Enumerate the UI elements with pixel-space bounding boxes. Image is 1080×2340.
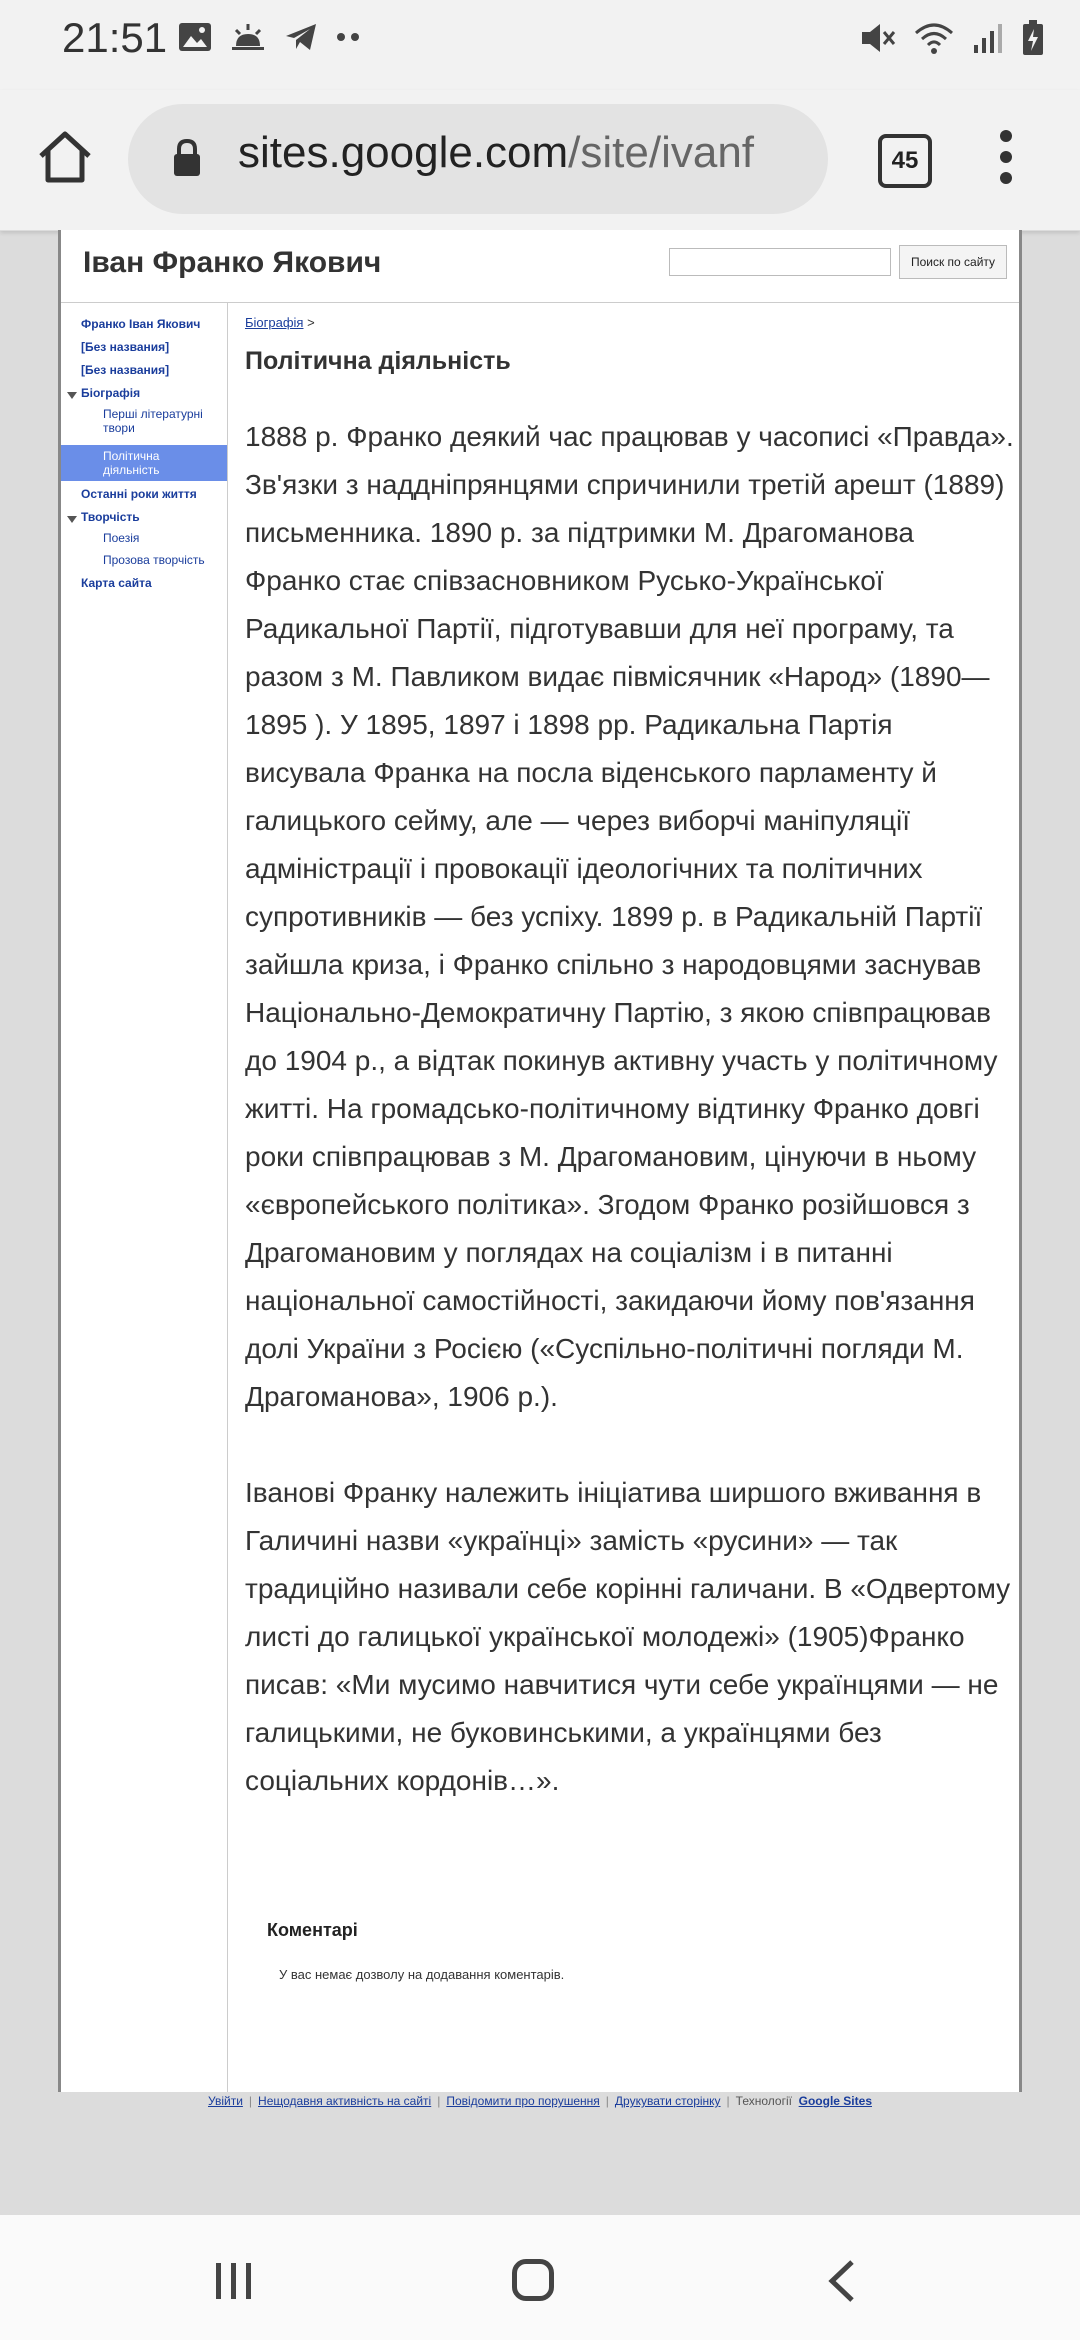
site-title[interactable]: Іван Франко Якович	[83, 246, 382, 279]
paragraph: 1888 р. Франко деякий час працював у часописі «Правда». Зв'язки з наддніпрянцями спричинили третій арешт (1889) письменника. 1890 р. за підтримки М. Драгоманова Франко стає співзасновником Русько-Української Радикальної Партії, підготувавши для неї програму, та разом з М. Павликом видає півмісячник «Народ» (1890—1895 ). У 1895, 1897 і 1898 рр. Радикальна Партія висувала Франка на посла віденського парламенту й галицького сейму, але — через виборчі маніпуляції адміністрації і провокації ідеологічних та політичних супротивників — без успіху. 1899 р. в Радикальній Партії зайшла криза, і Франко спільно з народовцями заснував Національно-Демократичну Партію, з якою співпрацював до 1904 р., а відтак покинув активну участь у політичному житті. На громадсько-політичному відтинку Франко довгі роки співпрацював з М. Драгомановим, цінуючи в ньому «європейського політика». Згодом Франко розійшовся з Драгомановим у поглядах на соціалізм і в питанні національної самостійності, закидаючи йому пов'язання долі України з Росією («Суспільно-політичні погляди М. Драгоманова», 1906 р.).	[245, 421, 1014, 1412]
sidebar-item-franko[interactable]: Франко Іван Якович	[81, 317, 201, 331]
footer-tech-label: Технології	[735, 2094, 792, 2108]
system-nav-bar	[0, 2215, 1080, 2340]
sidebar-item-prose[interactable]: Прозова творчість	[103, 553, 205, 567]
footer-link-sign-in[interactable]: Увійти	[208, 2094, 243, 2108]
sidebar-item-political-activity[interactable]	[103, 449, 159, 477]
site-search-button[interactable]: Поиск по сайту	[899, 245, 1007, 279]
breadcrumb-link-biography[interactable]: Біографія	[245, 315, 304, 330]
sidebar-item-biography[interactable]: Біографія	[81, 386, 141, 400]
footer-link-print-page[interactable]: Друкувати сторінку	[614, 2094, 721, 2108]
footer-separator: |	[605, 2094, 609, 2108]
sidebar-item-sitemap[interactable]: Карта сайта	[81, 576, 152, 590]
tab-switcher-button[interactable]: 45	[878, 134, 932, 188]
url-path: /site/ivanf	[568, 128, 755, 177]
footer-separator: |	[437, 2094, 441, 2108]
url-text	[238, 128, 813, 178]
sidebar-item-political-line2: діяльність	[103, 463, 160, 477]
sidebar-item-untitled-1[interactable]: [Без названия]	[81, 340, 170, 354]
weather-icon	[230, 22, 266, 52]
mute-icon	[860, 21, 896, 55]
site-footer	[0, 2094, 1080, 2108]
breadcrumb	[245, 315, 315, 330]
expand-triangle-icon[interactable]	[67, 392, 77, 399]
breadcrumb-separator: >	[307, 315, 315, 330]
paragraph: Іванові Франку належить ініціатива ширшого вживання в Галичині назви «українці» замість «русини» — так традиційно називали себе корінні галичани. В «Одвертому листі до галицької української молодежі» (1905)Франко писав: «Ми мусимо навчитися чути себе українцями — не галицькими, не буковинськими, а українцями без соціальних кордонів…».	[245, 1477, 1011, 1796]
status-bar	[0, 0, 1080, 90]
comments-permission-note: У вас немає дозволу на додавання коментарів.	[279, 1967, 565, 1982]
home-icon[interactable]	[36, 128, 94, 186]
site-header	[61, 230, 1019, 303]
url-host: sites.google.com	[238, 128, 569, 177]
more-dots-icon	[336, 32, 360, 42]
back-icon[interactable]	[826, 2259, 856, 2303]
status-time: 21:51	[62, 14, 168, 61]
sidebar-item-creativity[interactable]: Творчість	[81, 510, 140, 524]
sidebar-item-untitled-2[interactable]: [Без названия]	[81, 363, 170, 377]
home-button-icon[interactable]	[512, 2259, 554, 2301]
comments-heading: Коментарі	[267, 1920, 358, 1940]
footer-separator: |	[248, 2094, 253, 2108]
recent-apps-icon[interactable]	[214, 2261, 254, 2301]
image-icon	[178, 22, 212, 52]
sidebar-item-first-works-line1: Перші літературні	[103, 407, 203, 421]
site-search-input[interactable]	[669, 248, 891, 276]
web-page	[58, 230, 1022, 2092]
footer-link-report-abuse[interactable]: Повідомити про порушення	[446, 2094, 600, 2108]
footer-link-recent-activity[interactable]: Нещодавня активність на сайті	[258, 2094, 432, 2108]
page-title: Політична діяльність	[245, 347, 511, 375]
sidebar-item-poetry[interactable]: Поезія	[103, 531, 140, 545]
address-bar[interactable]	[128, 104, 828, 214]
footer-link-google-sites[interactable]: Google Sites	[798, 2094, 872, 2108]
battery-icon	[1022, 20, 1044, 56]
signal-icon	[972, 21, 1004, 55]
sidebar-item-political-line1: Політична	[103, 449, 160, 463]
sidebar-item-first-works-line2: твори	[103, 421, 135, 435]
expand-triangle-icon[interactable]	[67, 516, 77, 523]
wifi-icon	[914, 21, 954, 55]
telegram-icon	[284, 22, 318, 52]
lock-icon	[172, 138, 202, 178]
browser-menu-icon[interactable]	[996, 130, 1016, 190]
browser-toolbar	[0, 90, 1080, 231]
sidebar-nav	[61, 303, 228, 2092]
sidebar-item-first-works[interactable]	[103, 407, 203, 435]
sidebar-item-last-years[interactable]: Останні роки життя	[81, 487, 197, 501]
footer-separator: |	[726, 2094, 730, 2108]
article-body	[245, 413, 1015, 1853]
